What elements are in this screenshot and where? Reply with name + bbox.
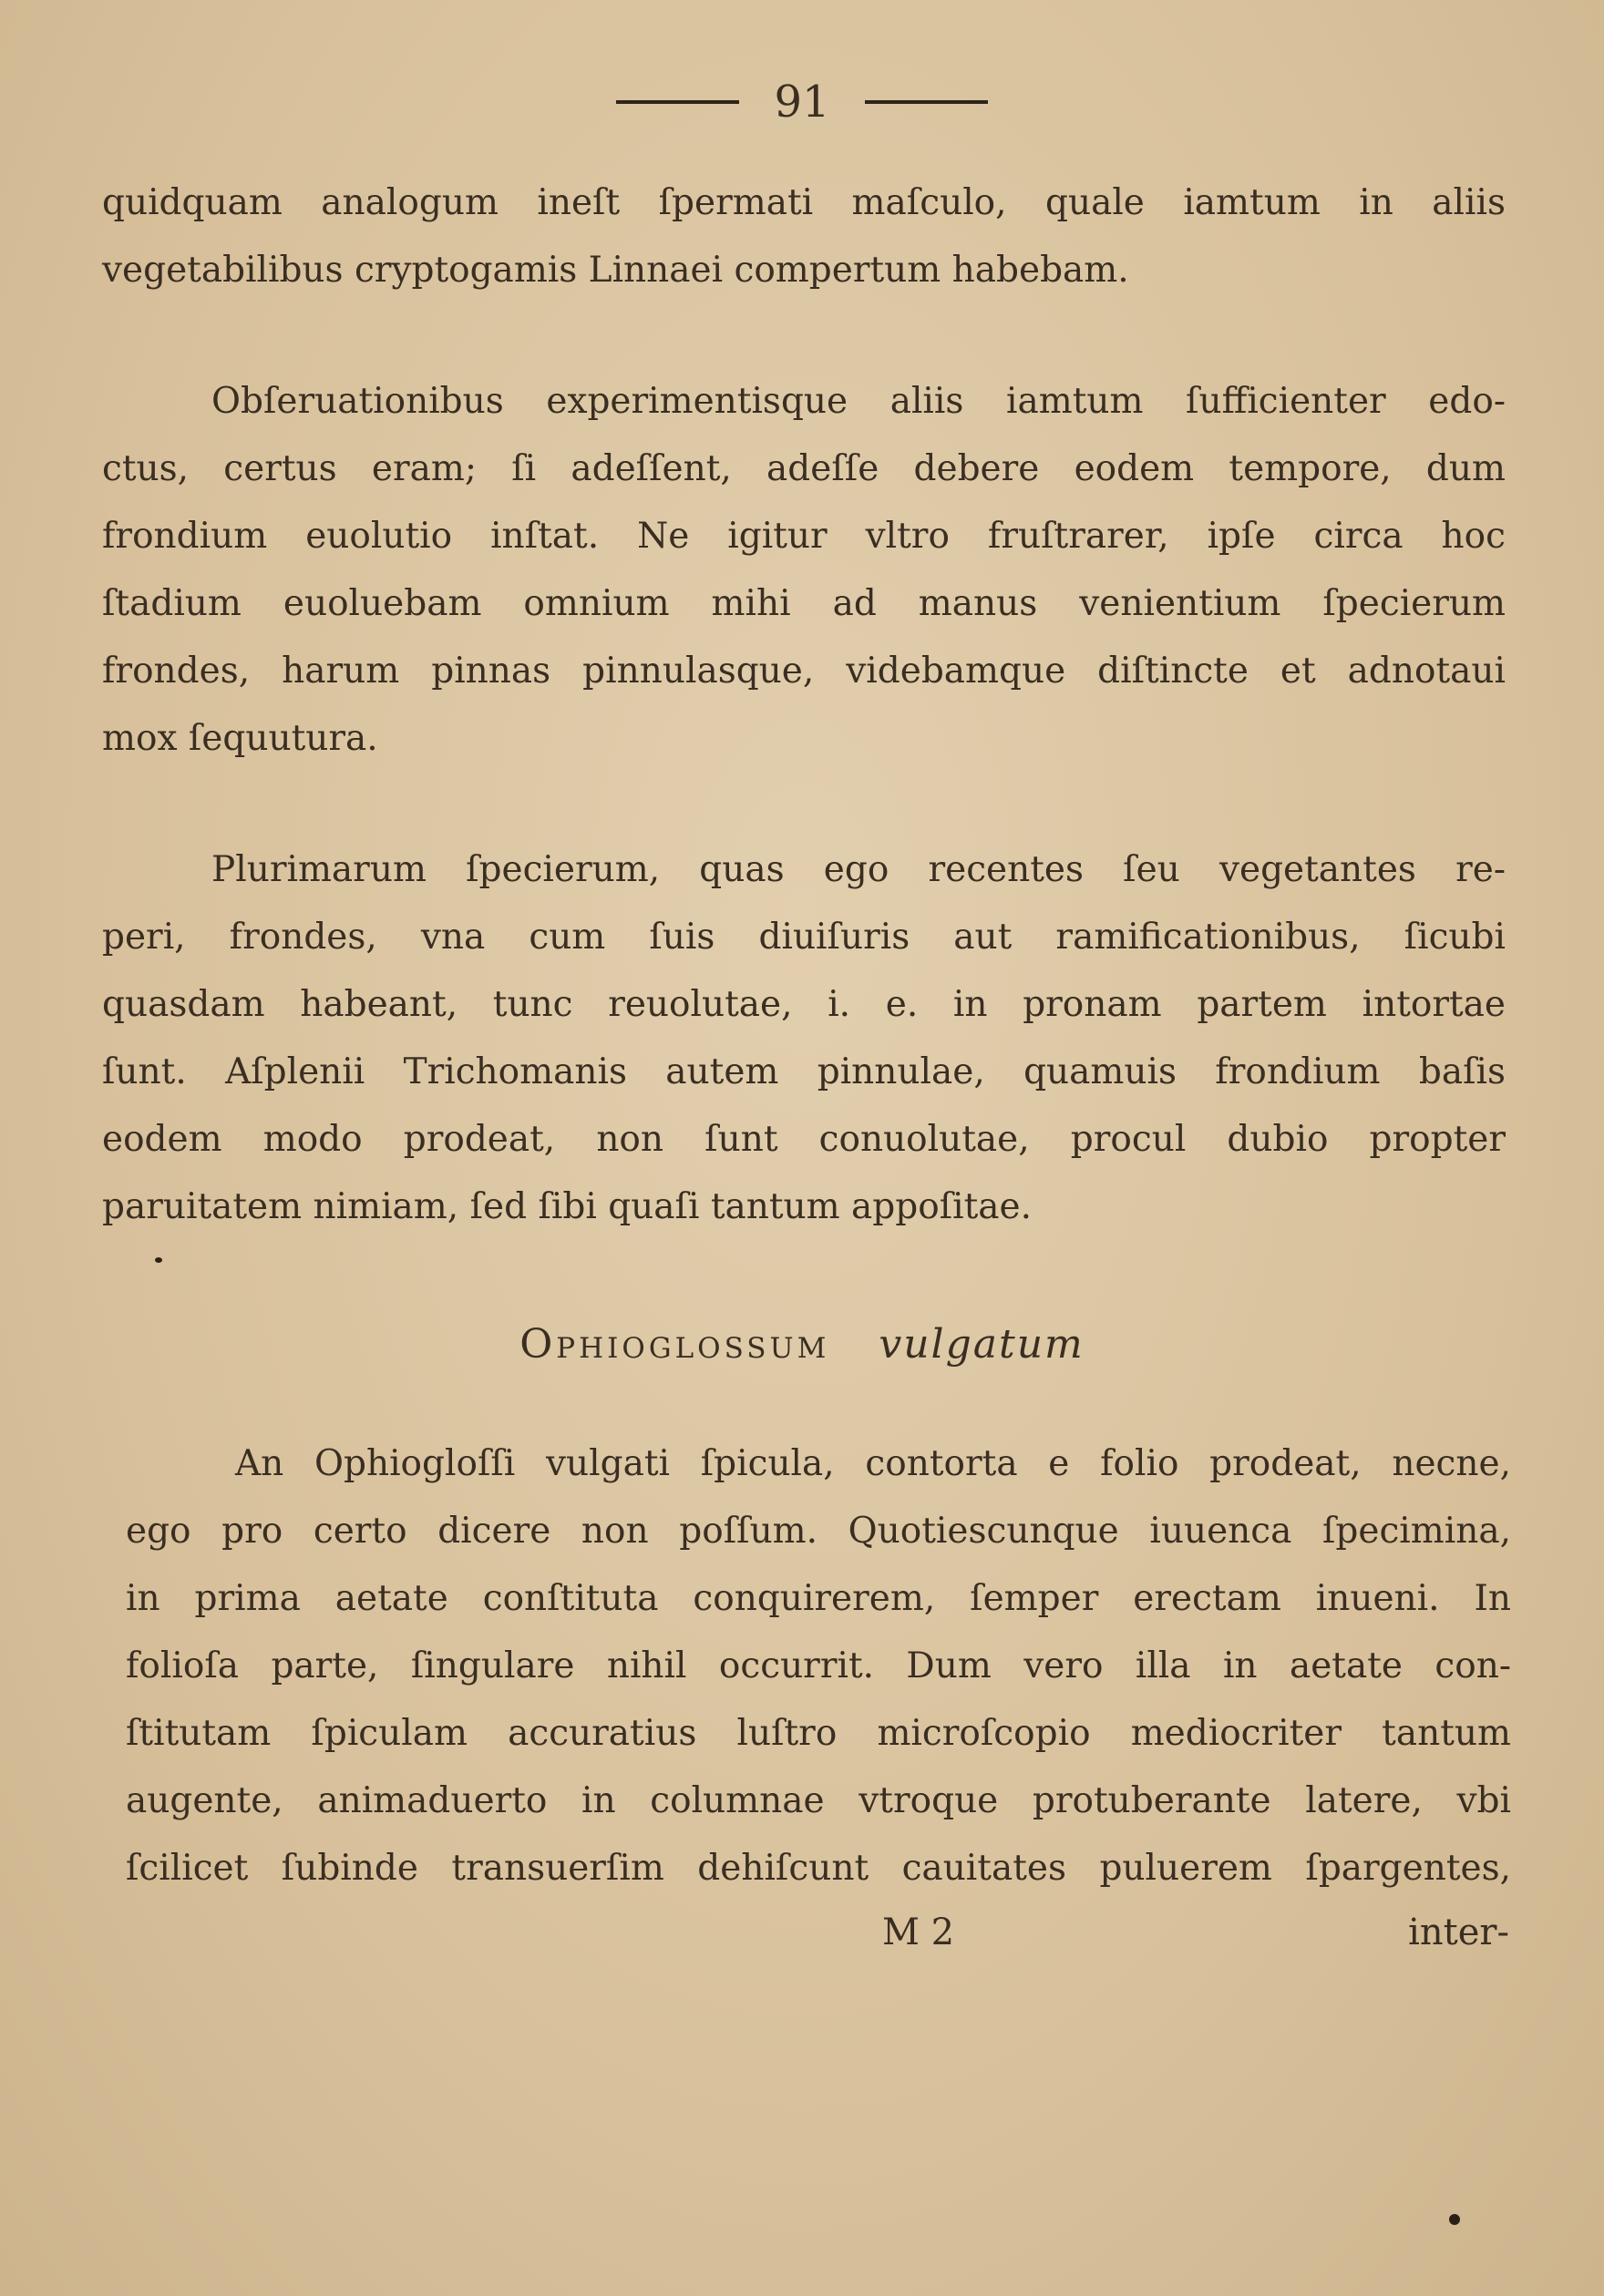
text-line: quasdam habeant, tunc reuolutae, i. e. in pronam partem intortae xyxy=(102,984,1506,1025)
heading-genus: Ophioglossum xyxy=(519,1321,830,1368)
text-line: peri, frondes, vna cum ſuis diuiſuris aut ramificationibus, ſicubi xyxy=(102,917,1506,958)
page-number: 91 xyxy=(774,77,830,128)
catchword: inter- xyxy=(1408,1912,1509,1953)
text-line: in prima aetate conſtituta conquirerem, ſemper erectam inueni. In xyxy=(126,1578,1511,1619)
text-line: ctus, certus eram; ſi adeſſent, adeſſe debere eodem tempore, dum xyxy=(102,448,1506,489)
text-line: ſcilicet ſubinde transuerſim dehiſcunt cauitates puluerem ſpargentes, xyxy=(126,1848,1511,1889)
text-line: augente, animaduerto in columnae vtroque protuberante latere, vbi xyxy=(126,1780,1511,1821)
right-rule xyxy=(865,100,988,104)
heading-species: vulgatum xyxy=(879,1321,1085,1368)
paragraph-2 xyxy=(102,368,1506,773)
text-line: mox ſequutura. xyxy=(102,718,378,759)
paragraph-4 xyxy=(126,1430,1511,1902)
page-header xyxy=(0,77,1604,128)
text-line: ſtadium euoluebam omnium mihi ad manus venientium ſpecierum xyxy=(102,583,1506,624)
ink-speck xyxy=(1449,2214,1460,2225)
text-line: folioſa parte, ſingulare nihil occurrit. Dum vero illa in aetate con- xyxy=(126,1645,1511,1686)
paragraph-1 xyxy=(102,169,1506,304)
text-line: frondes, harum pinnas pinnulasque, videbamque diſtincte et adnotaui xyxy=(102,651,1506,692)
text-line: Plurimarum ſpecierum, quas ego recentes ſeu vegetantes re- xyxy=(211,849,1506,890)
paragraph-3 xyxy=(102,836,1506,1241)
text-line: eodem modo prodeat, non ſunt conuolutae, procul dubio propter xyxy=(102,1119,1506,1160)
text-line: ego pro certo dicere non poſſum. Quotiescunque iuuenca ſpecimina, xyxy=(126,1511,1511,1552)
ink-speck xyxy=(155,1257,162,1263)
text-line: An Ophiogloſſi vulgati ſpicula, contorta e folio prodeat, necne, xyxy=(235,1443,1511,1484)
text-line: vegetabilibus cryptogamis Linnaei compertum habebam. xyxy=(102,250,1129,291)
text-line: quidquam analogum ineſt ſpermati maſculo, quale iamtum in aliis xyxy=(102,182,1506,223)
text-line: Obſeruationibus experimentisque aliis iamtum ſufficienter edo- xyxy=(211,381,1506,422)
left-rule xyxy=(616,100,739,104)
signature-mark: M 2 xyxy=(882,1912,955,1953)
section-heading xyxy=(0,1321,1604,1368)
page-footer xyxy=(0,1912,1604,1966)
text-line: ſtitutam ſpiculam accuratius luſtro microſcopio mediocriter tantum xyxy=(126,1713,1511,1754)
text-line: frondium euolutio inſtat. Ne igitur vltro fruſtrarer, ipſe circa hoc xyxy=(102,516,1506,557)
text-line: paruitatem nimiam, ſed ſibi quaſi tantum appoſitae. xyxy=(102,1186,1033,1227)
text-line: ſunt. Aſplenii Trichomanis autem pinnulae, quamuis frondium baſis xyxy=(102,1051,1506,1092)
